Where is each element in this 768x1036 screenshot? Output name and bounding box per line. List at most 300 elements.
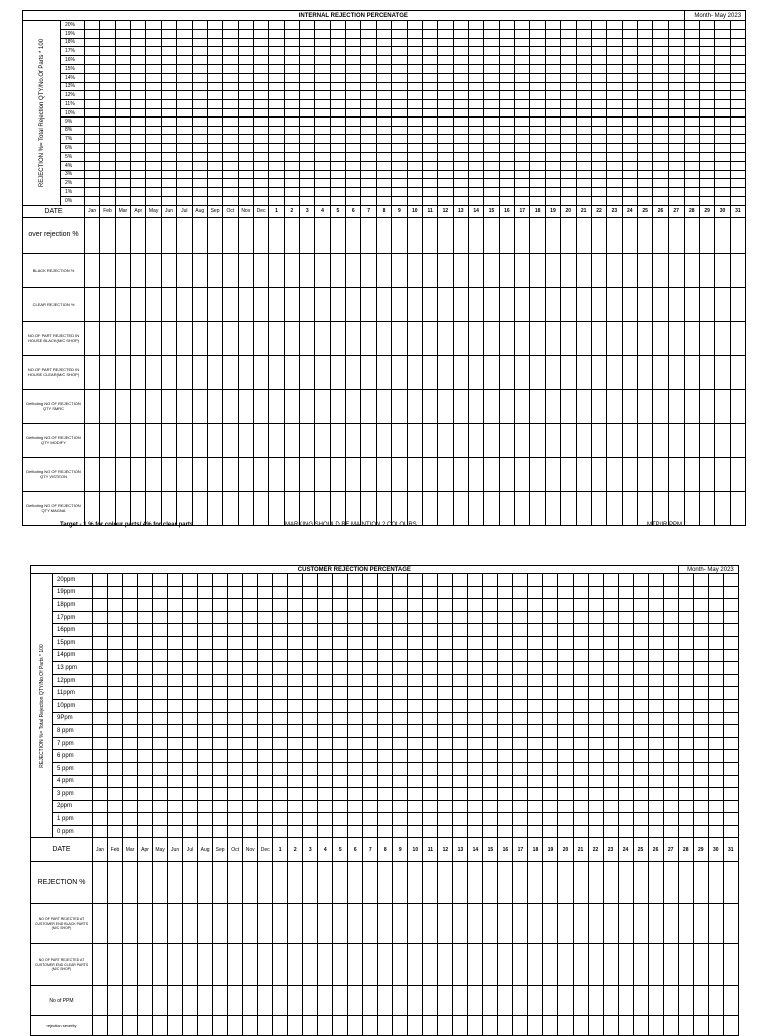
grid-cell[interactable] xyxy=(603,800,618,813)
grid-cell[interactable] xyxy=(376,73,391,82)
grid-cell[interactable] xyxy=(438,126,453,135)
grid-cell[interactable] xyxy=(228,674,243,687)
grid-cell[interactable] xyxy=(238,196,253,205)
grid-cell[interactable] xyxy=(668,161,684,170)
grid-cell[interactable] xyxy=(545,73,560,82)
grid-cell[interactable] xyxy=(607,64,622,73)
grid-cell[interactable] xyxy=(648,825,663,838)
grid-cell[interactable] xyxy=(288,649,303,662)
grid-cell[interactable] xyxy=(315,161,330,170)
grid-cell[interactable] xyxy=(223,29,238,38)
entry-cell[interactable] xyxy=(730,423,745,457)
grid-cell[interactable] xyxy=(138,687,153,700)
grid-cell[interactable] xyxy=(422,100,437,109)
grid-cell[interactable] xyxy=(223,144,238,153)
grid-cell[interactable] xyxy=(392,100,407,109)
grid-cell[interactable] xyxy=(300,179,315,188)
grid-cell[interactable] xyxy=(198,586,213,599)
grid-cell[interactable] xyxy=(161,82,176,91)
entry-cell[interactable] xyxy=(207,217,222,253)
grid-cell[interactable] xyxy=(498,611,513,624)
grid-cell[interactable] xyxy=(633,687,648,700)
grid-cell[interactable] xyxy=(363,725,378,738)
grid-cell[interactable] xyxy=(422,47,437,56)
grid-cell[interactable] xyxy=(653,188,668,197)
grid-cell[interactable] xyxy=(168,762,183,775)
grid-cell[interactable] xyxy=(303,687,318,700)
entry-cell[interactable] xyxy=(363,1016,378,1036)
grid-cell[interactable] xyxy=(363,813,378,826)
entry-cell[interactable] xyxy=(678,904,693,944)
grid-cell[interactable] xyxy=(192,135,207,144)
grid-cell[interactable] xyxy=(192,161,207,170)
grid-cell[interactable] xyxy=(573,599,588,612)
grid-cell[interactable] xyxy=(603,687,618,700)
grid-cell[interactable] xyxy=(618,775,633,788)
grid-cell[interactable] xyxy=(223,196,238,205)
entry-cell[interactable] xyxy=(115,321,130,355)
grid-cell[interactable] xyxy=(499,38,514,47)
entry-cell[interactable] xyxy=(333,1016,348,1036)
grid-cell[interactable] xyxy=(243,599,258,612)
grid-cell[interactable] xyxy=(422,188,437,197)
grid-cell[interactable] xyxy=(637,170,652,179)
grid-cell[interactable] xyxy=(607,91,622,100)
grid-cell[interactable] xyxy=(499,170,514,179)
grid-cell[interactable] xyxy=(258,813,273,826)
grid-cell[interactable] xyxy=(543,825,558,838)
grid-cell[interactable] xyxy=(530,135,545,144)
entry-cell[interactable] xyxy=(484,491,499,525)
entry-cell[interactable] xyxy=(468,944,483,986)
entry-cell[interactable] xyxy=(668,423,684,457)
grid-cell[interactable] xyxy=(653,91,668,100)
grid-cell[interactable] xyxy=(708,599,723,612)
grid-cell[interactable] xyxy=(498,825,513,838)
entry-cell[interactable] xyxy=(438,355,453,389)
entry-cell[interactable] xyxy=(513,944,528,986)
entry-cell[interactable] xyxy=(543,862,558,904)
grid-cell[interactable] xyxy=(423,737,438,750)
grid-cell[interactable] xyxy=(303,699,318,712)
grid-cell[interactable] xyxy=(123,574,138,587)
entry-cell[interactable] xyxy=(422,253,437,287)
entry-cell[interactable] xyxy=(284,287,299,321)
grid-cell[interactable] xyxy=(730,117,745,126)
entry-cell[interactable] xyxy=(438,862,453,904)
grid-cell[interactable] xyxy=(484,91,499,100)
grid-cell[interactable] xyxy=(622,82,637,91)
grid-cell[interactable] xyxy=(269,64,284,73)
grid-cell[interactable] xyxy=(618,662,633,675)
entry-cell[interactable] xyxy=(393,1016,408,1036)
grid-cell[interactable] xyxy=(408,599,423,612)
grid-cell[interactable] xyxy=(633,662,648,675)
grid-cell[interactable] xyxy=(515,135,530,144)
grid-cell[interactable] xyxy=(253,100,268,109)
grid-cell[interactable] xyxy=(622,38,637,47)
entry-cell[interactable] xyxy=(468,355,483,389)
grid-cell[interactable] xyxy=(528,636,543,649)
grid-cell[interactable] xyxy=(637,117,652,126)
grid-cell[interactable] xyxy=(363,586,378,599)
entry-cell[interactable] xyxy=(438,944,453,986)
entry-cell[interactable] xyxy=(483,986,498,1016)
entry-cell[interactable] xyxy=(545,287,560,321)
grid-cell[interactable] xyxy=(300,152,315,161)
entry-cell[interactable] xyxy=(346,389,361,423)
grid-cell[interactable] xyxy=(633,712,648,725)
grid-cell[interactable] xyxy=(730,179,745,188)
grid-cell[interactable] xyxy=(228,737,243,750)
grid-cell[interactable] xyxy=(730,38,745,47)
entry-cell[interactable] xyxy=(198,862,213,904)
grid-cell[interactable] xyxy=(408,574,423,587)
grid-cell[interactable] xyxy=(238,82,253,91)
grid-cell[interactable] xyxy=(376,100,391,109)
entry-cell[interactable] xyxy=(115,287,130,321)
grid-cell[interactable] xyxy=(453,179,468,188)
grid-cell[interactable] xyxy=(161,188,176,197)
grid-cell[interactable] xyxy=(177,117,192,126)
entry-cell[interactable] xyxy=(684,355,699,389)
entry-cell[interactable] xyxy=(108,862,123,904)
grid-cell[interactable] xyxy=(198,750,213,763)
entry-cell[interactable] xyxy=(85,423,100,457)
grid-cell[interactable] xyxy=(198,725,213,738)
grid-cell[interactable] xyxy=(637,38,652,47)
grid-cell[interactable] xyxy=(131,152,146,161)
grid-cell[interactable] xyxy=(498,712,513,725)
grid-cell[interactable] xyxy=(85,47,100,56)
grid-cell[interactable] xyxy=(300,170,315,179)
grid-cell[interactable] xyxy=(499,117,514,126)
grid-cell[interactable] xyxy=(330,188,345,197)
entry-cell[interactable] xyxy=(484,217,499,253)
grid-cell[interactable] xyxy=(408,800,423,813)
grid-cell[interactable] xyxy=(483,636,498,649)
entry-cell[interactable] xyxy=(315,217,330,253)
grid-cell[interactable] xyxy=(393,636,408,649)
entry-cell[interactable] xyxy=(591,355,606,389)
grid-cell[interactable] xyxy=(378,611,393,624)
grid-cell[interactable] xyxy=(637,196,652,205)
grid-cell[interactable] xyxy=(453,825,468,838)
entry-cell[interactable] xyxy=(484,457,499,491)
grid-cell[interactable] xyxy=(699,170,714,179)
grid-cell[interactable] xyxy=(243,586,258,599)
grid-cell[interactable] xyxy=(723,813,738,826)
grid-cell[interactable] xyxy=(715,135,730,144)
grid-cell[interactable] xyxy=(422,135,437,144)
grid-cell[interactable] xyxy=(653,196,668,205)
entry-cell[interactable] xyxy=(348,904,363,944)
grid-cell[interactable] xyxy=(715,64,730,73)
grid-cell[interactable] xyxy=(498,788,513,801)
entry-cell[interactable] xyxy=(93,944,108,986)
grid-cell[interactable] xyxy=(168,586,183,599)
entry-cell[interactable] xyxy=(468,1016,483,1036)
grid-cell[interactable] xyxy=(253,152,268,161)
grid-cell[interactable] xyxy=(315,21,330,30)
grid-cell[interactable] xyxy=(607,179,622,188)
grid-cell[interactable] xyxy=(684,108,699,117)
grid-cell[interactable] xyxy=(177,188,192,197)
grid-cell[interactable] xyxy=(528,624,543,637)
entry-cell[interactable] xyxy=(699,217,714,253)
grid-cell[interactable] xyxy=(303,813,318,826)
grid-cell[interactable] xyxy=(715,144,730,153)
grid-cell[interactable] xyxy=(363,750,378,763)
grid-cell[interactable] xyxy=(545,179,560,188)
grid-cell[interactable] xyxy=(318,574,333,587)
grid-cell[interactable] xyxy=(213,750,228,763)
grid-cell[interactable] xyxy=(723,775,738,788)
grid-cell[interactable] xyxy=(513,586,528,599)
grid-cell[interactable] xyxy=(168,687,183,700)
entry-cell[interactable] xyxy=(315,321,330,355)
entry-cell[interactable] xyxy=(284,491,299,525)
entry-cell[interactable] xyxy=(591,217,606,253)
entry-cell[interactable] xyxy=(192,389,207,423)
grid-cell[interactable] xyxy=(243,762,258,775)
grid-cell[interactable] xyxy=(363,636,378,649)
grid-cell[interactable] xyxy=(663,674,678,687)
grid-cell[interactable] xyxy=(653,47,668,56)
grid-cell[interactable] xyxy=(363,687,378,700)
grid-cell[interactable] xyxy=(438,649,453,662)
grid-cell[interactable] xyxy=(318,586,333,599)
grid-cell[interactable] xyxy=(376,21,391,30)
grid-cell[interactable] xyxy=(243,662,258,675)
grid-cell[interactable] xyxy=(243,737,258,750)
grid-cell[interactable] xyxy=(131,91,146,100)
entry-cell[interactable] xyxy=(730,217,745,253)
grid-cell[interactable] xyxy=(288,624,303,637)
grid-cell[interactable] xyxy=(513,800,528,813)
entry-cell[interactable] xyxy=(715,253,730,287)
grid-cell[interactable] xyxy=(668,117,684,126)
grid-cell[interactable] xyxy=(213,586,228,599)
grid-cell[interactable] xyxy=(228,800,243,813)
entry-cell[interactable] xyxy=(715,321,730,355)
entry-cell[interactable] xyxy=(408,944,423,986)
grid-cell[interactable] xyxy=(576,152,591,161)
entry-cell[interactable] xyxy=(228,862,243,904)
grid-cell[interactable] xyxy=(576,64,591,73)
grid-cell[interactable] xyxy=(198,649,213,662)
entry-cell[interactable] xyxy=(499,321,514,355)
entry-cell[interactable] xyxy=(693,944,708,986)
grid-cell[interactable] xyxy=(288,599,303,612)
grid-cell[interactable] xyxy=(633,674,648,687)
grid-cell[interactable] xyxy=(100,170,115,179)
grid-cell[interactable] xyxy=(622,144,637,153)
grid-cell[interactable] xyxy=(318,788,333,801)
grid-cell[interactable] xyxy=(348,775,363,788)
entry-cell[interactable] xyxy=(346,321,361,355)
grid-cell[interactable] xyxy=(192,117,207,126)
grid-cell[interactable] xyxy=(228,813,243,826)
grid-cell[interactable] xyxy=(348,813,363,826)
grid-cell[interactable] xyxy=(146,126,161,135)
entry-cell[interactable] xyxy=(198,1016,213,1036)
entry-cell[interactable] xyxy=(330,389,345,423)
grid-cell[interactable] xyxy=(284,179,299,188)
entry-cell[interactable] xyxy=(146,389,161,423)
grid-cell[interactable] xyxy=(183,611,198,624)
entry-cell[interactable] xyxy=(407,389,422,423)
grid-cell[interactable] xyxy=(253,126,268,135)
grid-cell[interactable] xyxy=(530,161,545,170)
grid-cell[interactable] xyxy=(284,144,299,153)
grid-cell[interactable] xyxy=(318,624,333,637)
grid-cell[interactable] xyxy=(392,170,407,179)
grid-cell[interactable] xyxy=(348,800,363,813)
grid-cell[interactable] xyxy=(131,196,146,205)
entry-cell[interactable] xyxy=(392,287,407,321)
grid-cell[interactable] xyxy=(498,750,513,763)
entry-cell[interactable] xyxy=(408,904,423,944)
grid-cell[interactable] xyxy=(318,636,333,649)
grid-cell[interactable] xyxy=(715,38,730,47)
grid-cell[interactable] xyxy=(576,38,591,47)
grid-cell[interactable] xyxy=(207,29,222,38)
grid-cell[interactable] xyxy=(228,788,243,801)
grid-cell[interactable] xyxy=(363,788,378,801)
entry-cell[interactable] xyxy=(603,904,618,944)
grid-cell[interactable] xyxy=(515,47,530,56)
grid-cell[interactable] xyxy=(588,775,603,788)
entry-cell[interactable] xyxy=(376,253,391,287)
entry-cell[interactable] xyxy=(361,287,376,321)
grid-cell[interactable] xyxy=(223,56,238,65)
grid-cell[interactable] xyxy=(483,737,498,750)
grid-cell[interactable] xyxy=(393,574,408,587)
entry-cell[interactable] xyxy=(284,217,299,253)
grid-cell[interactable] xyxy=(123,624,138,637)
grid-cell[interactable] xyxy=(723,624,738,637)
grid-cell[interactable] xyxy=(545,117,560,126)
grid-cell[interactable] xyxy=(730,161,745,170)
entry-cell[interactable] xyxy=(393,944,408,986)
grid-cell[interactable] xyxy=(438,161,453,170)
entry-cell[interactable] xyxy=(407,217,422,253)
grid-cell[interactable] xyxy=(622,29,637,38)
grid-cell[interactable] xyxy=(407,117,422,126)
grid-cell[interactable] xyxy=(558,813,573,826)
grid-cell[interactable] xyxy=(100,144,115,153)
grid-cell[interactable] xyxy=(138,599,153,612)
entry-cell[interactable] xyxy=(207,457,222,491)
grid-cell[interactable] xyxy=(693,649,708,662)
grid-cell[interactable] xyxy=(131,29,146,38)
grid-cell[interactable] xyxy=(453,108,468,117)
grid-cell[interactable] xyxy=(330,91,345,100)
entry-cell[interactable] xyxy=(315,423,330,457)
grid-cell[interactable] xyxy=(100,100,115,109)
entry-cell[interactable] xyxy=(243,1016,258,1036)
grid-cell[interactable] xyxy=(346,179,361,188)
entry-cell[interactable] xyxy=(376,423,391,457)
grid-cell[interactable] xyxy=(238,144,253,153)
grid-cell[interactable] xyxy=(561,73,576,82)
entry-cell[interactable] xyxy=(85,491,100,525)
grid-cell[interactable] xyxy=(288,725,303,738)
grid-cell[interactable] xyxy=(498,649,513,662)
grid-cell[interactable] xyxy=(330,170,345,179)
entry-cell[interactable] xyxy=(115,389,130,423)
grid-cell[interactable] xyxy=(146,38,161,47)
grid-cell[interactable] xyxy=(123,699,138,712)
grid-cell[interactable] xyxy=(678,687,693,700)
grid-cell[interactable] xyxy=(668,135,684,144)
grid-cell[interactable] xyxy=(243,750,258,763)
grid-cell[interactable] xyxy=(85,188,100,197)
grid-cell[interactable] xyxy=(138,750,153,763)
entry-cell[interactable] xyxy=(648,986,663,1016)
grid-cell[interactable] xyxy=(258,636,273,649)
grid-cell[interactable] xyxy=(333,737,348,750)
grid-cell[interactable] xyxy=(408,687,423,700)
grid-cell[interactable] xyxy=(115,135,130,144)
grid-cell[interactable] xyxy=(648,624,663,637)
grid-cell[interactable] xyxy=(408,712,423,725)
grid-cell[interactable] xyxy=(183,636,198,649)
grid-cell[interactable] xyxy=(269,170,284,179)
grid-cell[interactable] xyxy=(603,586,618,599)
grid-cell[interactable] xyxy=(543,712,558,725)
grid-cell[interactable] xyxy=(93,624,108,637)
entry-cell[interactable] xyxy=(499,491,514,525)
grid-cell[interactable] xyxy=(85,196,100,205)
entry-cell[interactable] xyxy=(238,423,253,457)
grid-cell[interactable] xyxy=(453,599,468,612)
grid-cell[interactable] xyxy=(637,47,652,56)
grid-cell[interactable] xyxy=(378,649,393,662)
grid-cell[interactable] xyxy=(453,586,468,599)
grid-cell[interactable] xyxy=(228,687,243,700)
grid-cell[interactable] xyxy=(693,712,708,725)
grid-cell[interactable] xyxy=(330,29,345,38)
grid-cell[interactable] xyxy=(730,100,745,109)
grid-cell[interactable] xyxy=(303,662,318,675)
grid-cell[interactable] xyxy=(207,179,222,188)
grid-cell[interactable] xyxy=(85,56,100,65)
entry-cell[interactable] xyxy=(468,862,483,904)
grid-cell[interactable] xyxy=(576,108,591,117)
grid-cell[interactable] xyxy=(168,725,183,738)
grid-cell[interactable] xyxy=(238,38,253,47)
entry-cell[interactable] xyxy=(146,253,161,287)
grid-cell[interactable] xyxy=(468,21,483,30)
grid-cell[interactable] xyxy=(393,674,408,687)
grid-cell[interactable] xyxy=(168,813,183,826)
entry-cell[interactable] xyxy=(318,1016,333,1036)
grid-cell[interactable] xyxy=(468,188,483,197)
entry-cell[interactable] xyxy=(85,217,100,253)
entry-cell[interactable] xyxy=(361,491,376,525)
grid-cell[interactable] xyxy=(648,762,663,775)
grid-cell[interactable] xyxy=(100,117,115,126)
grid-cell[interactable] xyxy=(545,108,560,117)
grid-cell[interactable] xyxy=(198,574,213,587)
entry-cell[interactable] xyxy=(85,355,100,389)
grid-cell[interactable] xyxy=(115,73,130,82)
grid-cell[interactable] xyxy=(663,586,678,599)
grid-cell[interactable] xyxy=(318,649,333,662)
entry-cell[interactable] xyxy=(545,321,560,355)
